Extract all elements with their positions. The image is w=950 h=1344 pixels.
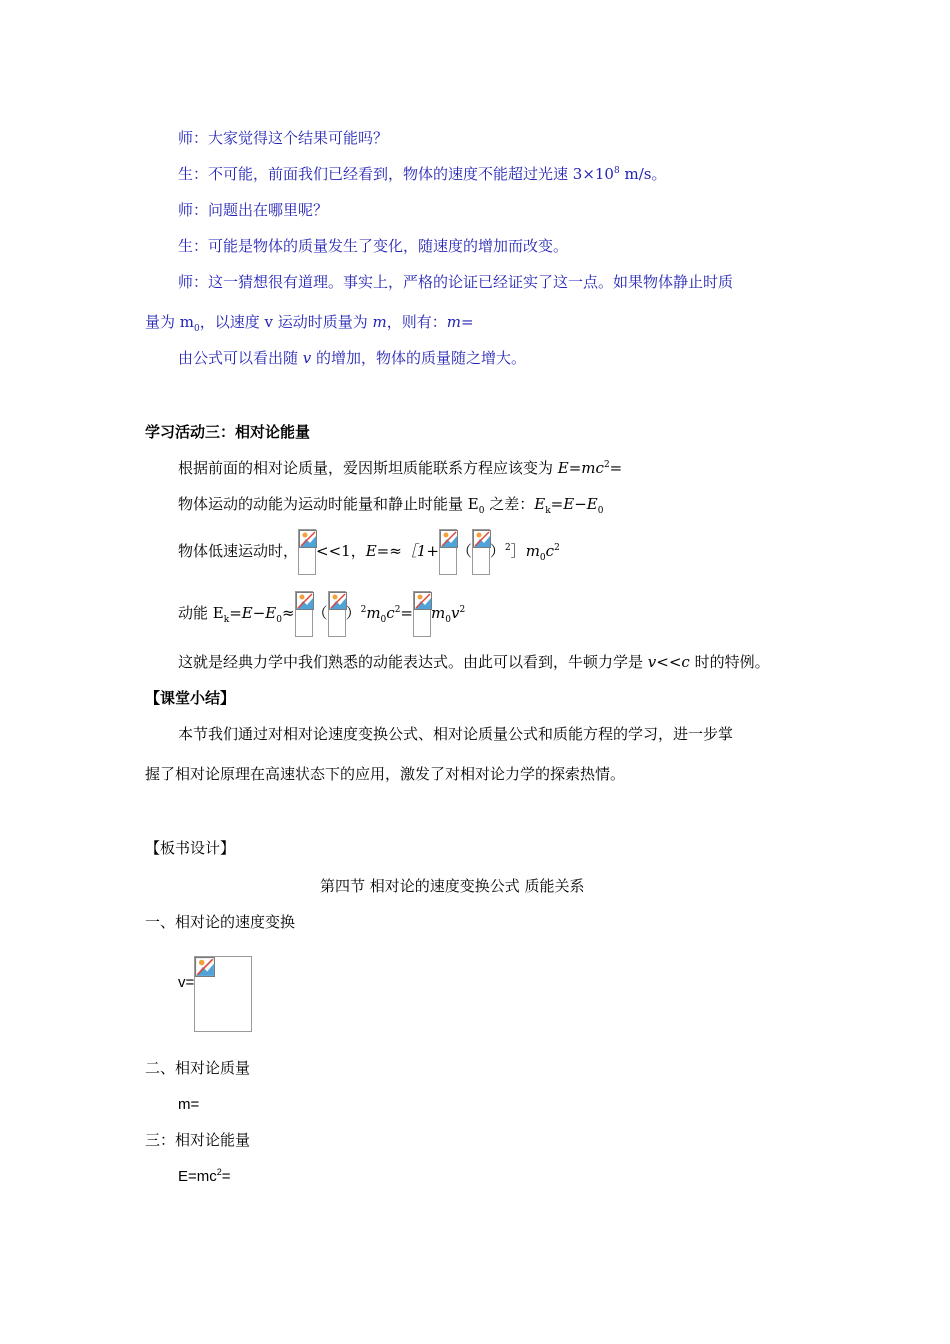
broken-image-icon	[413, 591, 431, 637]
board-section-1: 一、相对论的速度变换	[145, 913, 296, 931]
dialogue-line-2: 生：不可能，前面我们已经看到，物体的速度不能超过光速 $3\times 10^8$ m/s。	[178, 165, 667, 183]
broken-image-icon	[328, 591, 346, 637]
broken-image-icon	[194, 956, 252, 1032]
board-section-2: 二、相对论质量	[145, 1059, 251, 1077]
summary-line-2: 握了相对论原理在高速状态下的应用，激发了对相对论力学的探索热情。	[145, 765, 626, 783]
dialogue-line-6: 量为 $m_0$，以速度 v 运动时质量为 m，则有：m=	[145, 313, 474, 334]
dialogue-line-5: 师：这一猜想很有道理。事实上，严格的论证已经证实了这一点。如果物体静止时质	[178, 273, 734, 291]
activity3-line-1: 根据前面的相对论质量，爱因斯坦质能联系方程应该变为 $E=mc^2=$	[178, 459, 623, 477]
board-section-3: 三：相对论能量	[145, 1131, 251, 1149]
dialogue-line-7: 由公式可以看出随 v 的增加，物体的质量随之增大。	[178, 349, 527, 367]
broken-image-icon	[472, 529, 490, 575]
dialogue-line-1: 师：大家觉得这个结果可能吗？	[178, 129, 389, 147]
broken-image-icon	[439, 529, 457, 575]
summary-heading: 【课堂小结】	[145, 689, 236, 707]
board-heading: 【板书设计】	[145, 839, 236, 857]
activity3-line-2: 物体运动的动能为运动时能量和静止时能量 $E_0$ 之差：$E_k=E-E_0$	[178, 495, 604, 516]
board-v-label: v=	[178, 974, 195, 991]
activity3-line-3: 物体低速运动时， <<1，E=≈［1+ （ ）$^2]m_0c^2$	[178, 528, 560, 575]
dialogue-line-3: 师：问题出在哪里呢？	[178, 201, 329, 219]
board-e-label: $E=mc^2=$	[178, 1167, 231, 1185]
activity3-heading: 学习活动三：相对论能量	[145, 423, 311, 441]
dialogue-line-4: 生：可能是物体的质量发生了变化，随速度的增加而改变。	[178, 237, 569, 255]
activity3-line-5: 这就是经典力学中我们熟悉的动能表达式。由此可以看到，牛顿力学是 v<<c 时的特例。	[178, 653, 770, 671]
broken-image-icon	[295, 591, 313, 637]
summary-line-1: 本节我们通过对相对论速度变换公式、相对论质量公式和质能方程的学习，进一步掌	[178, 725, 734, 743]
board-m-label: m=	[178, 1096, 200, 1113]
activity3-line-4: 动能 $E_k=E-E_0\approx$ （ ）$^2m_0c^2=$ $m_0v^2$	[178, 590, 465, 637]
broken-image-icon	[298, 529, 316, 575]
board-title: 第四节 相对论的速度变换公式 质能关系	[320, 877, 585, 895]
